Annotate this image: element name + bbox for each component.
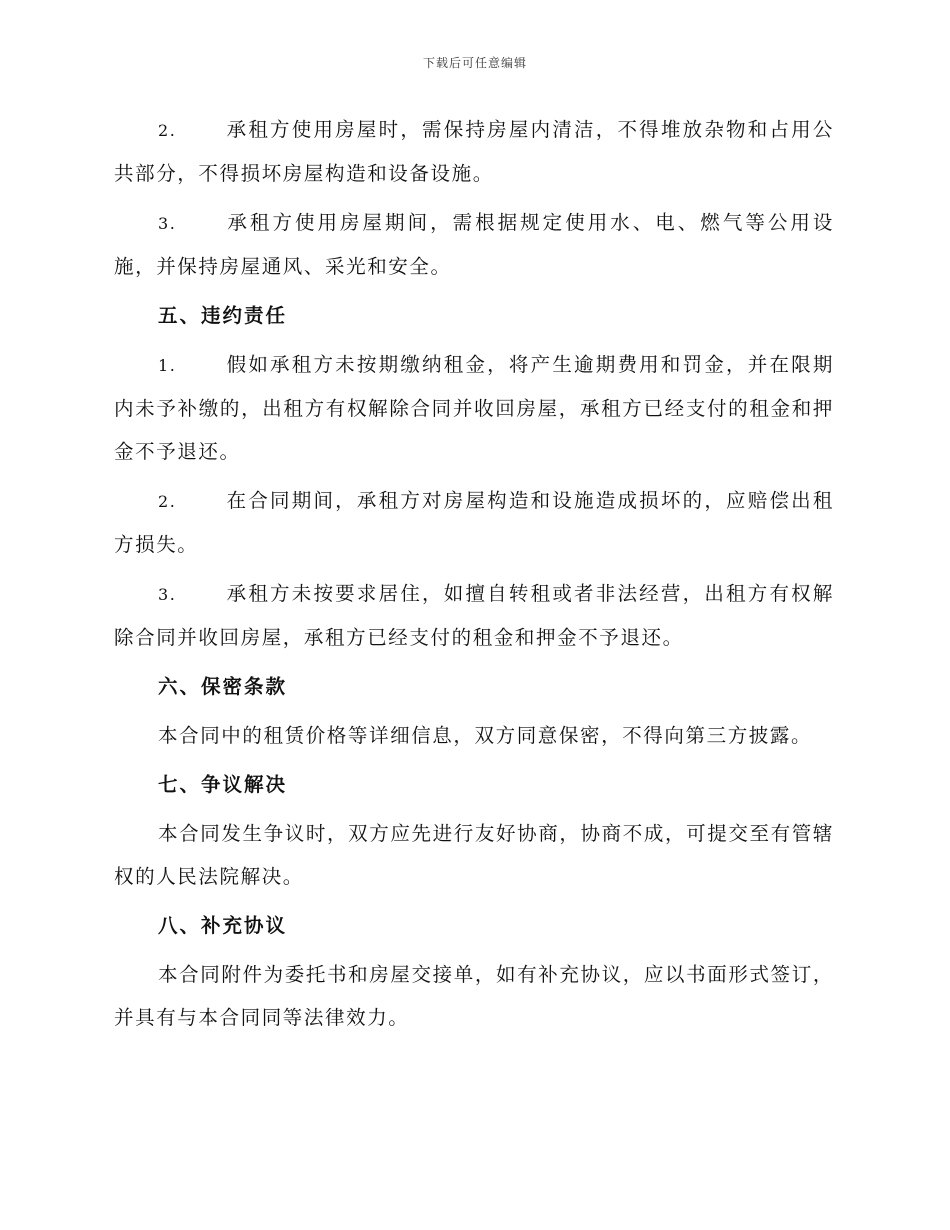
clause-4-2 [114,108,834,195]
clause-number: 2. [158,121,177,140]
clause-5-2 [114,479,834,566]
document-body [114,108,834,1045]
section-heading-breach: 五、违约责任 [158,304,288,327]
clause-text: 在合同期间，承租方对房屋构造和设施造成损坏的，应赔偿出租方损失。 [114,489,834,556]
section-heading-confidentiality: 六、保密条款 [158,675,288,698]
clause-number: 3. [158,585,177,604]
clause-5-3 [114,572,834,659]
supplement-text: 本合同附件为委托书和房屋交接单，如有补充协议，应以书面形式签订，并具有与本合同同等法律效力。 [114,963,834,1029]
clause-text: 承租方使用房屋时，需保持房屋内清洁，不得堆放杂物和占用公共部分，不得损坏房屋构造和设备设施。 [114,118,834,185]
clause-5-1 [114,343,834,473]
clause-4-3 [114,201,834,288]
confidentiality-text: 本合同中的租赁价格等详细信息，双方同意保密，不得向第三方披露。 [158,724,813,747]
clause-text: 承租方使用房屋期间，需根据规定使用水、电、燃气等公用设施，并保持房屋通风、采光和安全。 [114,211,834,278]
clause-number: 1. [158,356,177,375]
clause-text: 假如承租方未按期缴纳租金，将产生逾期费用和罚金，并在限期内未予补缴的，出租方有权解除合同并收回房屋，承租方已经支付的租金和押金不予退还。 [114,353,834,463]
clause-number: 2. [158,492,177,511]
header-note: 下载后可任意编辑 [422,56,527,70]
section-heading-supplement: 八、补充协议 [158,914,288,937]
clause-number: 3. [158,214,177,233]
clause-text: 承租方未按要求居住，如擅自转租或者非法经营，出租方有权解除合同并收回房屋，承租方已经支付的租金和押金不予退还。 [114,582,834,649]
section-heading-dispute: 七、争议解决 [158,773,288,796]
dispute-text: 本合同发生争议时，双方应先进行友好协商，协商不成，可提交至有管辖权的人民法院解决。 [114,822,834,888]
